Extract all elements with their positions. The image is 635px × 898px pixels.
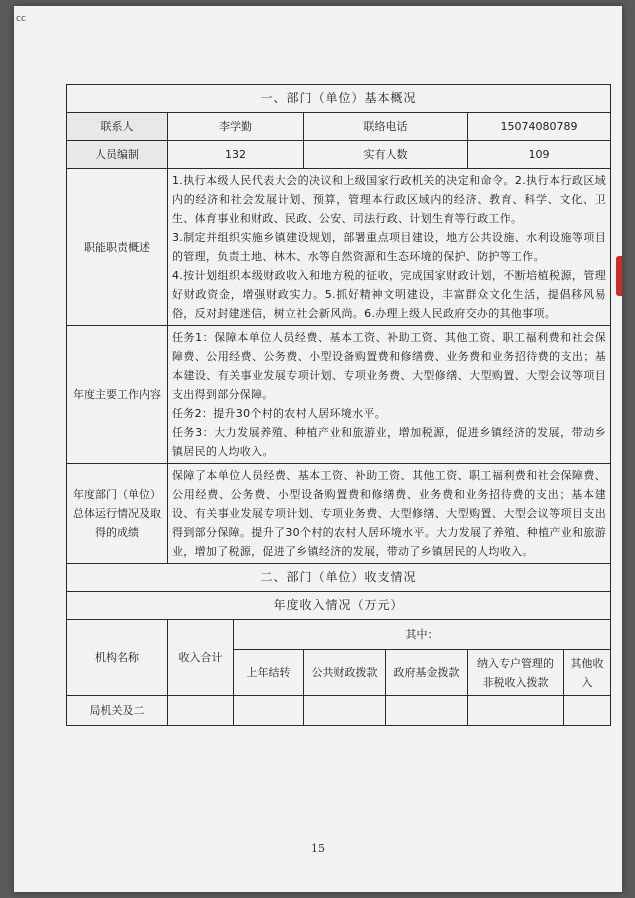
gov-fund-cell	[386, 696, 468, 726]
document-page	[14, 6, 622, 892]
duties-text	[168, 169, 611, 326]
task-paragraph: 任务3：大力发展养殖、种植产业和旅游业，增加税源，促进乡镇经济的发展，带动乡镇居民的人均收入。	[172, 426, 607, 458]
section2-title: 二、部门（单位）收支情况	[67, 564, 611, 592]
carryover-cell	[234, 696, 304, 726]
public-finance-cell	[304, 696, 386, 726]
staff-quota-label: 人员编制	[67, 141, 168, 169]
task-paragraph: 任务1：保障本单位人员经费、基本工资、补助工资、其他工资、职工福利费和社会保障费、公用经费、公务费、小型设备购置费和修缮费、业务费和业务招待费的支出；基本建设、有关事业发展专项计划、专项业务费、大型修缮、大型购置、大型会议等项目支出得到部分保障。	[172, 331, 607, 401]
duties-paragraph: 1.执行本级人民代表大会的决议和上级国家行政机关的决定和命令。2.执行本行政区域内的经济和社会发展计划、预算，管理本行政区域内的经济、教育、科学、文化、卫生、体育事业和财政、民政、公安、司法行政、计划生育等行政工作。	[172, 174, 607, 225]
duties-paragraph: 4.按计划组织本级财政收入和地方税的征收，完成国家财政计划，不断培植税源，管理好财政资金，增强财政实力。5.抓好精神文明建设，丰富群众文化生活，提倡移风易俗，反对封建迷信，树立社会新风尚。6.办理上级人民政府交办的其他事项。	[172, 269, 607, 320]
income-subtitle: 年度收入情况（万元）	[67, 592, 611, 620]
task-paragraph: 任务2：提升30个村的农村人居环境水平。	[172, 407, 386, 420]
contact-name: 李学勤	[168, 113, 304, 141]
duties-label: 职能职责概述	[67, 169, 168, 326]
non-tax-cell	[468, 696, 564, 726]
results-label: 年度部门（单位）总体运行情况及取得的成绩	[67, 464, 168, 564]
other-income-header: 其他收入	[564, 650, 611, 696]
org-name-header: 机构名称	[67, 620, 168, 696]
annual-tasks-text	[168, 326, 611, 464]
other-income-cell	[564, 696, 611, 726]
non-tax-header: 纳入专户管理的非税收入拨款	[468, 650, 564, 696]
phone-label: 联络电话	[304, 113, 468, 141]
red-edge-mark	[616, 256, 622, 296]
table-row	[67, 696, 611, 726]
overview-table	[66, 84, 611, 726]
income-total-header: 收入合计	[168, 620, 234, 696]
public-finance-header: 公共财政拨款	[304, 650, 386, 696]
page-number: 15	[311, 842, 325, 855]
results-text: 保障了本单位人员经费、基本工资、补助工资、其他工资、职工福利费和社会保障费、公用经费、公务费、小型设备购置费和修缮费、业务费和业务招待费的支出；基本建设、有关事业发展专项计划、专项业务费、大型修缮、大型购置、大型会议等项目支出得到部分保障。提升了30个村的农村人居环境水平。大力发展了养殖、种植产业和旅游业，增加了税源，促进了乡镇经济的发展，带动了乡镇居民的人均收入。	[168, 464, 611, 564]
section1-title: 一、部门（单位）基本概况	[67, 85, 611, 113]
actual-staff-value: 109	[468, 141, 611, 169]
org-name-cell: 局机关及二	[67, 696, 168, 726]
corner-mark: cc	[16, 14, 26, 24]
staff-quota-value: 132	[168, 141, 304, 169]
annual-tasks-label: 年度主要工作内容	[67, 326, 168, 464]
phone-value: 15074080789	[468, 113, 611, 141]
carryover-header: 上年结转	[234, 650, 304, 696]
contact-label: 联系人	[67, 113, 168, 141]
among-header: 其中：	[234, 620, 611, 650]
income-total-cell	[168, 696, 234, 726]
gov-fund-header: 政府基金拨款	[386, 650, 468, 696]
actual-staff-label: 实有人数	[304, 141, 468, 169]
duties-paragraph: 3.制定并组织实施乡镇建设规划，部署重点项目建设，地方公共设施、水利设施等项目的管理，负责土地、林木、水等自然资源和生态环境的保护、防护等工作。	[172, 231, 607, 263]
